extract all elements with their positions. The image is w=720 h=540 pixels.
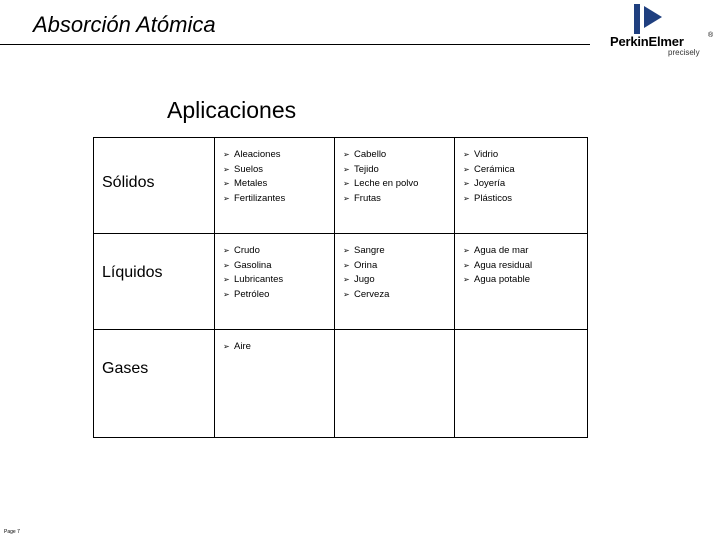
list-item: [343, 163, 454, 178]
application-cell: [215, 138, 335, 234]
arrow-bullet-icon: ➢: [223, 246, 230, 255]
application-cell: [335, 138, 455, 234]
list-item: [463, 148, 587, 163]
list-item: [343, 244, 454, 259]
category-label: Gases: [102, 360, 149, 377]
category-label: Líquidos: [102, 264, 163, 281]
list-item: [223, 148, 334, 163]
table-row: [94, 330, 588, 438]
application-cell: [215, 330, 335, 438]
arrow-bullet-icon: ➢: [343, 150, 350, 159]
arrow-bullet-icon: ➢: [223, 289, 230, 299]
application-list: [455, 234, 587, 288]
list-item-text: Crudo: [234, 245, 260, 256]
list-item-text: Frutas: [354, 192, 381, 204]
arrow-bullet-icon: ➢: [223, 260, 230, 270]
application-list: [335, 138, 454, 206]
category-label: Sólidos: [102, 174, 155, 191]
list-item-text: Aire: [234, 341, 251, 352]
arrow-bullet-icon: ➢: [223, 275, 230, 284]
arrow-bullet-icon: ➢: [223, 342, 230, 351]
category-cell: [94, 138, 215, 234]
list-item-text: Cerveza: [354, 288, 390, 300]
list-item: [343, 273, 454, 288]
logo-mark-icon: [632, 4, 666, 34]
application-list: [335, 330, 454, 340]
arrow-bullet-icon: ➢: [223, 164, 230, 174]
application-cell: [335, 330, 455, 438]
list-item-text: Orina: [354, 259, 378, 271]
list-item: [223, 192, 334, 207]
list-item-text: Cerámica: [474, 163, 515, 175]
list-item: [463, 273, 587, 288]
application-cell: [215, 234, 335, 330]
perkinelmer-logo: [606, 4, 716, 56]
page-number: Page 7: [4, 529, 20, 535]
arrow-bullet-icon: ➢: [343, 260, 350, 270]
list-item-text: Cabello: [354, 149, 387, 160]
application-list: [455, 330, 587, 340]
list-item: [343, 192, 454, 207]
list-item-text: Gasolina: [234, 259, 272, 271]
slide-title: Absorción Atómica: [33, 12, 216, 37]
table-row: [94, 234, 588, 330]
logo-wordmark: PerkinElmer: [610, 34, 684, 49]
application-list: [215, 138, 334, 206]
list-item-text: Metales: [234, 178, 268, 189]
list-item: [343, 148, 454, 163]
list-item: [223, 340, 334, 355]
list-item-text: Lubricantes: [234, 274, 284, 285]
section-title: Aplicaciones: [167, 97, 297, 123]
list-item-text: Leche en polvo: [354, 178, 419, 189]
table-row: [94, 138, 588, 234]
arrow-bullet-icon: ➢: [463, 275, 470, 284]
arrow-bullet-icon: ➢: [463, 260, 470, 270]
list-item: [463, 177, 587, 192]
application-cell: [455, 330, 588, 438]
list-item: [343, 288, 454, 303]
list-item: [463, 259, 587, 274]
list-item: [223, 163, 334, 178]
list-item: [463, 244, 587, 259]
category-cell: [94, 330, 215, 438]
arrow-bullet-icon: ➢: [343, 246, 350, 255]
list-item-text: Tejido: [354, 163, 379, 175]
list-item-text: Fertilizantes: [234, 192, 286, 204]
list-item: [223, 259, 334, 274]
list-item: [223, 273, 334, 288]
arrow-bullet-icon: ➢: [343, 193, 350, 203]
list-item-text: Sangre: [354, 245, 385, 256]
list-item-text: Jugo: [354, 274, 375, 285]
arrow-bullet-icon: ➢: [463, 150, 470, 159]
application-list: [215, 234, 334, 302]
list-item: [343, 259, 454, 274]
arrow-bullet-icon: ➢: [343, 275, 350, 284]
application-cell: [455, 138, 588, 234]
arrow-bullet-icon: ➢: [463, 193, 470, 203]
application-cell: [455, 234, 588, 330]
logo-registered-mark: ®: [708, 32, 714, 39]
arrow-bullet-icon: ➢: [343, 164, 350, 174]
list-item-text: Aleaciones: [234, 149, 281, 160]
list-item-text: Petróleo: [234, 288, 270, 300]
title-divider: [0, 44, 590, 45]
logo-tagline: precisely: [668, 48, 700, 57]
arrow-bullet-icon: ➢: [463, 179, 470, 188]
application-list: [215, 330, 334, 355]
application-list: [455, 138, 587, 206]
list-item-text: Agua de mar: [474, 245, 529, 256]
arrow-bullet-icon: ➢: [463, 246, 470, 255]
list-item-text: Agua potable: [474, 274, 530, 285]
arrow-bullet-icon: ➢: [343, 179, 350, 188]
list-item-text: Plásticos: [474, 192, 513, 204]
arrow-bullet-icon: ➢: [223, 150, 230, 159]
category-cell: [94, 234, 215, 330]
arrow-bullet-icon: ➢: [223, 193, 230, 203]
arrow-bullet-icon: ➢: [343, 289, 350, 299]
list-item: [223, 288, 334, 303]
application-list: [335, 234, 454, 302]
arrow-bullet-icon: ➢: [223, 179, 230, 188]
list-item: [463, 163, 587, 178]
application-cell: [335, 234, 455, 330]
list-item: [223, 177, 334, 192]
arrow-bullet-icon: ➢: [463, 164, 470, 174]
applications-table: [93, 137, 588, 438]
list-item-text: Suelos: [234, 163, 264, 175]
list-item: [463, 192, 587, 207]
list-item-text: Vidrio: [474, 149, 499, 160]
list-item: [343, 177, 454, 192]
list-item: [223, 244, 334, 259]
list-item-text: Joyería: [474, 178, 506, 189]
list-item-text: Agua residual: [474, 259, 533, 271]
